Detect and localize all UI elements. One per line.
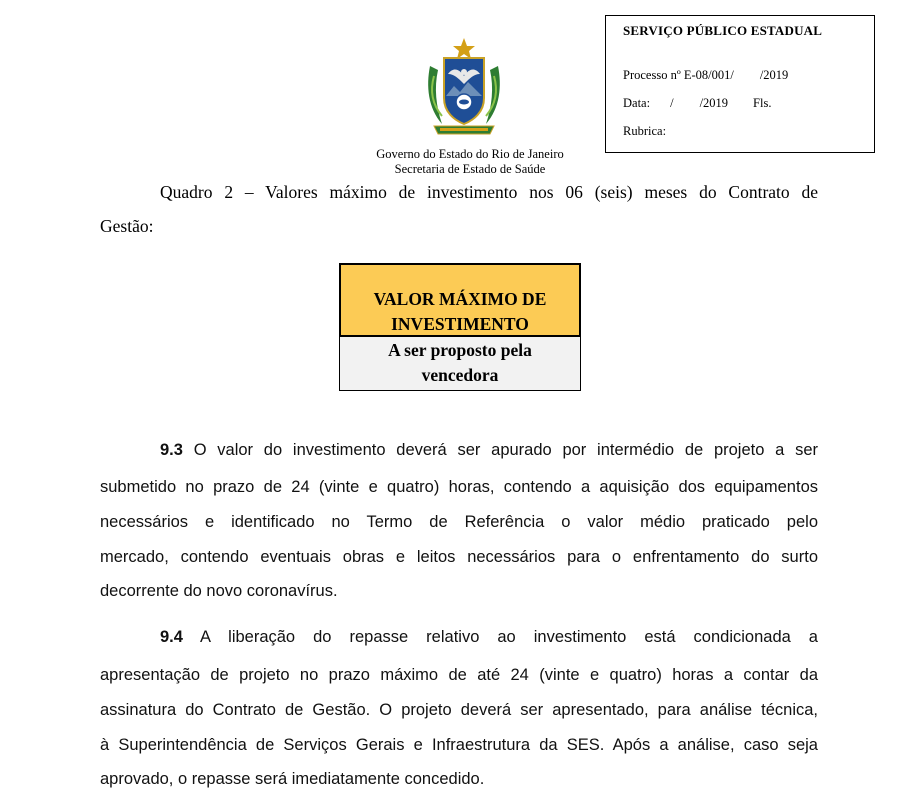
table-value-line: A ser proposto pela xyxy=(388,340,532,360)
data-separator: / xyxy=(670,96,674,110)
paragraph-line: aprovado, o repasse será imediatamente concedido. xyxy=(100,770,485,788)
data-line xyxy=(623,96,771,111)
paragraph-line: apresentação de projeto no prazo máximo de até 24 (vinte e quatro) horas a contar da xyxy=(100,666,818,684)
table-header-cell xyxy=(339,263,581,337)
government-header xyxy=(330,147,610,177)
paragraph-line: 9.4 A liberação do repasse relativo ao investimento está condicionada a xyxy=(160,628,818,646)
data-label: Data: xyxy=(623,96,651,110)
table-header-line: VALOR MÁXIMO DE xyxy=(373,289,547,309)
rubrica-label: Rubrica: xyxy=(623,124,667,138)
table-value-cell xyxy=(339,337,581,391)
secretariat-name: Secretaria de Estado de Saúde xyxy=(394,162,546,176)
data-year: /2019 xyxy=(699,96,729,110)
processo-label: Processo nº E-08/001/ xyxy=(623,68,734,82)
service-stamp-box xyxy=(605,15,875,153)
quadro-caption: Quadro 2 – Valores máximo de investimento nos 06 (seis) meses do Contrato de xyxy=(160,182,818,202)
government-name: Governo do Estado do Rio de Janeiro xyxy=(376,147,564,161)
paragraph-line: à Superintendência de Serviços Gerais e Infraestrutura da SES. Após a análise, caso seja xyxy=(100,736,818,754)
paragraph-line: mercado, contendo eventuais obras e leitos necessários para o enfrentamento do surto xyxy=(100,548,818,566)
section-number: 9.4 xyxy=(160,628,183,646)
table-header-line: INVESTIMENTO xyxy=(391,314,529,334)
service-title: SERVIÇO PÚBLICO ESTADUAL xyxy=(623,23,823,38)
quadro-caption-continued: Gestão: xyxy=(100,216,154,236)
paragraph-line: necessários e identificado no Termo de Referência o valor médio praticado pelo xyxy=(100,513,818,531)
fls-label: Fls. xyxy=(753,96,772,110)
paragraph-line: 9.3 O valor do investimento deverá ser apurado por intermédio de projeto a ser xyxy=(160,441,818,459)
processo-year: /2019 xyxy=(759,68,789,82)
paragraph-line: submetido no prazo de 24 (vinte e quatro) horas, contendo a aquisição dos equipamentos xyxy=(100,478,818,496)
section-number: 9.3 xyxy=(160,441,183,459)
coat-of-arms-icon xyxy=(424,36,504,140)
investment-table xyxy=(339,263,581,391)
paragraph-line: decorrente do novo coronavírus. xyxy=(100,582,338,600)
table-value-line: vencedora xyxy=(421,365,499,385)
processo-line xyxy=(623,68,788,83)
paragraph-line: assinatura do Contrato de Gestão. O projeto deverá ser apresentado, para análise técnica, xyxy=(100,701,818,719)
